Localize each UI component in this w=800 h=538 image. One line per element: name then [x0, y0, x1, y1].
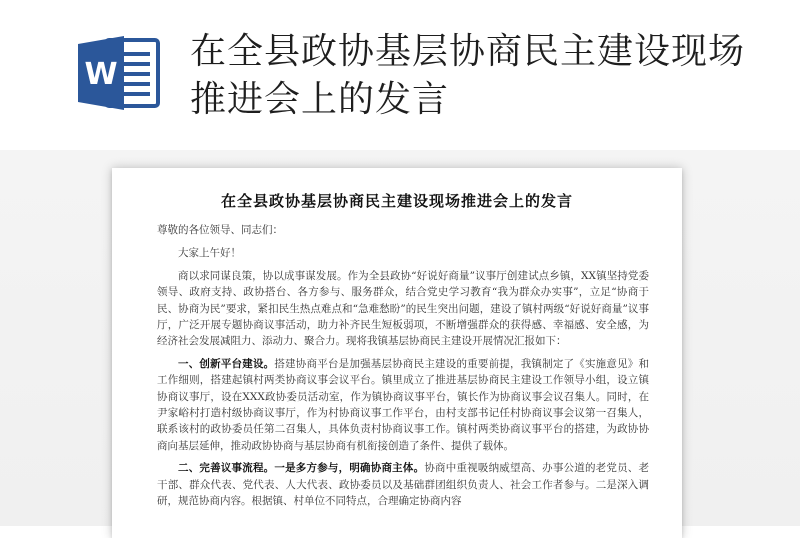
section-2-paragraph	[157, 460, 649, 509]
section-1-paragraph	[157, 356, 649, 454]
word-icon-letter: W	[84, 57, 118, 92]
page-title: 在全县政协基层协商民主建设现场推进会上的发言	[190, 31, 746, 120]
page-header	[0, 0, 800, 150]
section-2-text: 协商中重视吸纳威望高、办事公道的老党员、老干部、群众代表、党代表、人大代表、政协委员以及基础群团组织负责人、社会工作者参与。二是深入调研，规范协商内容。根据镇、村单位不同特点，合理确定协商内容	[157, 462, 650, 508]
intro-paragraph: 商以求同谋良策，协以成事谋发展。作为全县政协“好说好商量”议事厅创建试点乡镇，XX镇坚持党委领导、政府支持、政协搭台、各方参与、服务群众，结合党史学习教育“我为群众办实事”，立足“协商于民、协商为民”要求，紧扣民生热点难点和“急难愁盼”的民生突出问题，建设了镇村两级“好说好商量”议事厅，广泛开展专题协商议事活动，助力补齐民生短板弱项，不断增强群众的获得感、幸福感、安全感，为经济社会发展减阻力、添动力、聚合力。现将我镇基层协商民主建设开展情况汇报如下：	[157, 269, 649, 348]
section-1-heading: 一、创新平台建设。	[178, 357, 275, 370]
document-title: 在全县政协基层协商民主建设现场推进会上的发言	[220, 192, 573, 210]
word-icon	[76, 32, 162, 114]
greeting: 大家上午好！	[178, 247, 241, 260]
section-2-heading: 二、完善议事流程。一是多方参与，明确协商主体。	[178, 462, 425, 475]
document-body	[157, 222, 649, 510]
section-1-text: 搭建协商平台是加强基层协商民主建设的重要前提，我镇制定了《实施意见》和工作细则，搭建起镇村两类协商议事会议平台。镇里成立了推进基层协商民主建设工作领导小组，设立镇协商议事厅，设在XXX政协委员活动室，作为镇协商议事平台，镇长作为协商议事会议召集人。同时，在尹家峪村打造村级协商议事厅，作为村协商议事工作平台，由村支部书记任村协商议事会议第一召集人，联系该村的政协委员任第二召集人，具体负责村协商议事工作。镇村两类协商议事平台的搭建，为政协协商向基层延伸，推动政协协商与基层协商有机衔接创造了条件、提供了载体。	[157, 357, 650, 452]
document-page	[112, 168, 682, 538]
salutation: 尊敬的各位领导、同志们：	[157, 224, 283, 236]
